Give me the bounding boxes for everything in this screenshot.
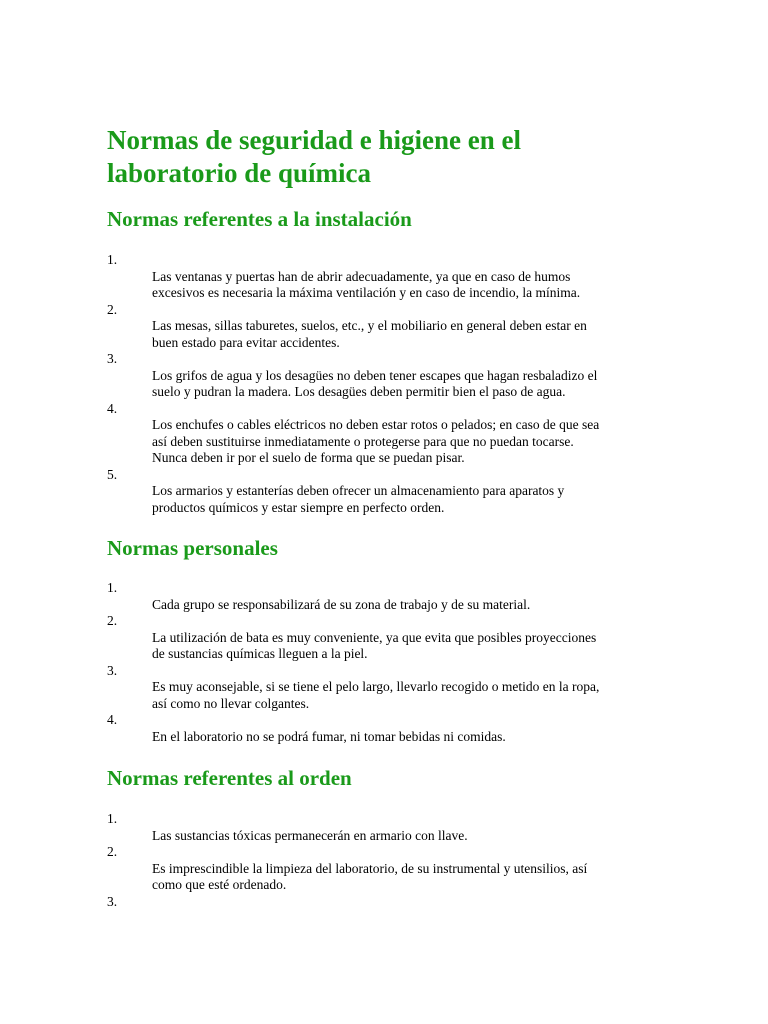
- item-text-line: Cada grupo se responsabilizará de su zona de trabajo y de su material.: [152, 596, 531, 612]
- list-item: [107, 663, 667, 713]
- item-text-line: suelo y pudran la madera. Los desagües deben permitir bien el paso de agua.: [152, 384, 566, 399]
- list-item: [107, 351, 667, 401]
- item-number: 3.: [107, 351, 118, 366]
- item-text-line: productos químicos y estar siempre en perfecto orden.: [152, 499, 445, 515]
- item-number: 2.: [107, 844, 118, 859]
- item-text-line: buen estado para evitar accidentes.: [152, 334, 340, 350]
- item-text-line: Es muy aconsejable, si se tiene el pelo largo, llevarlo recogido o metido en la ropa,: [152, 679, 600, 694]
- item-number: 2.: [107, 301, 118, 317]
- list-item: [107, 467, 667, 517]
- list-item: [107, 844, 667, 894]
- item-text-line: así como no llevar colgantes.: [152, 695, 310, 711]
- document-title-line-2: laboratorio de química: [107, 158, 371, 188]
- item-number: 1.: [107, 580, 118, 595]
- section-heading-instalacion: Normas referentes a la instalación: [107, 207, 412, 231]
- section-list-personales: [107, 580, 667, 745]
- item-text: [152, 318, 667, 351]
- list-item: [107, 302, 667, 352]
- item-number: 4.: [107, 400, 118, 416]
- section-list-orden: [107, 811, 667, 910]
- section-list-instalacion: [107, 252, 667, 516]
- item-number: 5.: [107, 466, 118, 482]
- item-number: 1.: [107, 811, 118, 826]
- item-number: 3.: [107, 893, 118, 909]
- item-number: 3.: [107, 662, 118, 678]
- item-text-line: Los grifos de agua y los desagües no deben tener escapes que hagan resbaladizo el: [152, 367, 598, 383]
- item-text-line: Nunca deben ir por el suelo de forma que se puedan pisar.: [152, 450, 465, 465]
- section-heading-orden: Normas referentes al orden: [107, 766, 352, 790]
- item-text: [152, 417, 667, 467]
- item-number: 2.: [107, 613, 118, 628]
- item-number: 4.: [107, 712, 118, 727]
- item-text: [152, 729, 667, 746]
- list-item: [107, 894, 667, 911]
- list-item: [107, 252, 667, 302]
- item-text-line: La utilización de bata es muy conveniente, ya que evita que posibles proyecciones: [152, 629, 597, 645]
- item-text-line: Las mesas, sillas taburetes, suelos, etc., y el mobiliario en general deben estar en: [152, 318, 587, 333]
- item-text: [152, 679, 667, 712]
- item-text-line: Las sustancias tóxicas permanecerán en armario con llave.: [152, 827, 468, 843]
- item-text-line: En el laboratorio no se podrá fumar, ni tomar bebidas ni comidas.: [152, 728, 506, 744]
- item-number: 1.: [107, 252, 118, 267]
- list-item: [107, 811, 667, 844]
- item-text-line: de sustancias químicas lleguen a la piel.: [152, 646, 368, 661]
- item-text-line: como que esté ordenado.: [152, 877, 287, 892]
- item-text-line: Los enchufes o cables eléctricos no deben estar rotos o pelados; en caso de que sea: [152, 417, 600, 432]
- item-text: [152, 828, 667, 845]
- item-text: [152, 483, 667, 516]
- item-text-line: Los armarios y estanterías deben ofrecer un almacenamiento para aparatos y: [152, 483, 565, 498]
- item-text-line: Las ventanas y puertas han de abrir adecuadamente, ya que en caso de humos: [152, 268, 571, 284]
- list-item: [107, 580, 667, 613]
- item-text: [152, 861, 667, 894]
- document-title: [107, 124, 667, 190]
- item-text: [152, 597, 667, 614]
- item-text-line: excesivos es necesaria la máxima ventilación y en caso de incendio, la mínima.: [152, 285, 581, 300]
- item-text-line: Es imprescindible la limpieza del laboratorio, de su instrumental y utensilios, así: [152, 860, 588, 876]
- list-item: [107, 712, 667, 745]
- item-text: [152, 630, 667, 663]
- list-item: [107, 401, 667, 467]
- document-title-line-1: Normas de seguridad e higiene en el: [107, 125, 521, 155]
- document-page: [107, 124, 667, 910]
- section-heading-personales: Normas personales: [107, 536, 278, 560]
- list-item: [107, 613, 667, 663]
- item-text-line: así deben sustituirse inmediatamente o protegerse para que no puedan tocarse.: [152, 433, 574, 449]
- item-text: [152, 368, 667, 401]
- item-text: [152, 269, 667, 302]
